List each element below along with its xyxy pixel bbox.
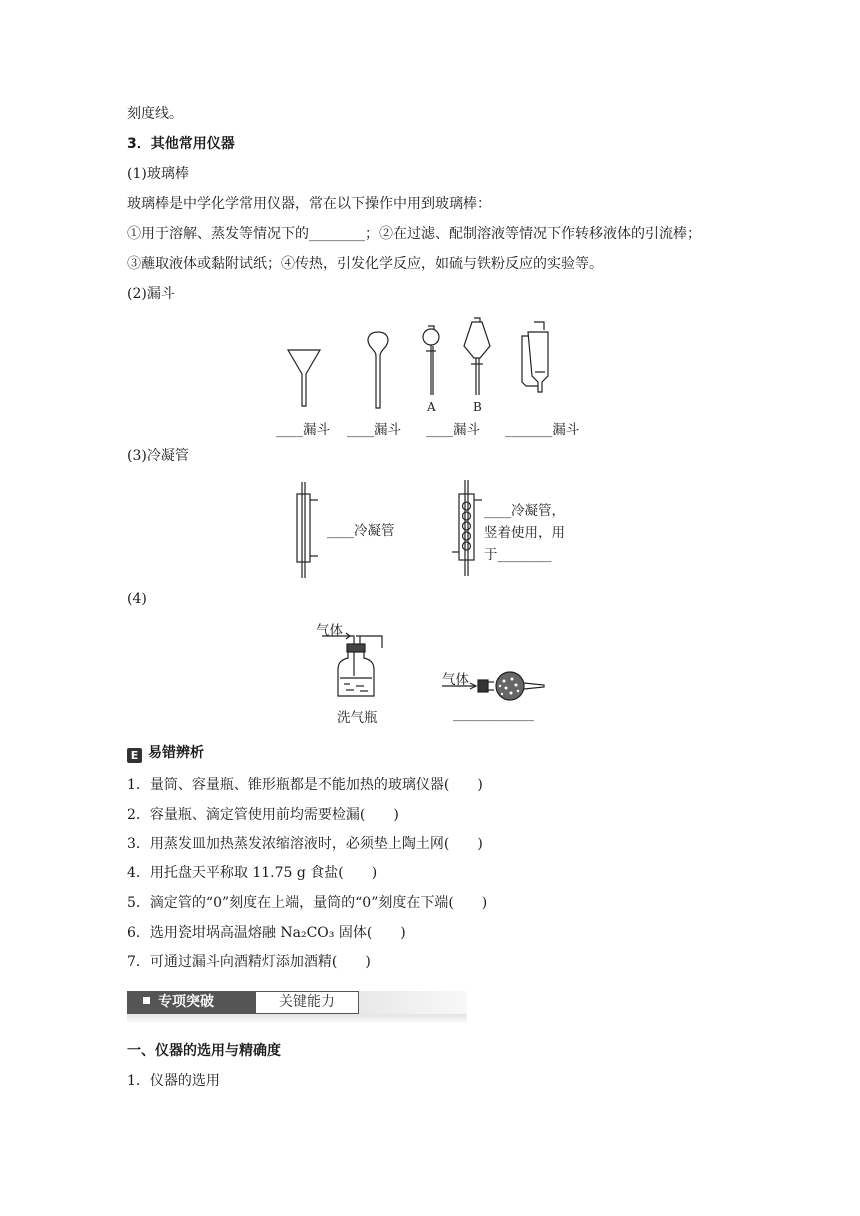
gas-label-2: 气体: [442, 672, 469, 688]
paragraph: 玻璃棒是中学化学常用仪器，常在以下操作中用到玻璃棒：: [127, 196, 491, 212]
label-b: B: [473, 400, 482, 414]
error-analysis-icon: E: [127, 748, 142, 763]
error-item: 4．用托盘天平称取 11.75 g 食盐( ): [127, 865, 378, 881]
error-item: 5．滴定管的“0”刻度在上端，量筒的“0”刻度在下端( ): [127, 895, 488, 911]
banner-key-ability: 关键能力: [255, 991, 359, 1014]
banner-special-topic: 专项突破: [127, 991, 255, 1014]
error-item: 7．可通过漏斗向酒精灯添加酒精( ): [127, 954, 371, 970]
funnel-caption-4: _______漏斗: [505, 422, 580, 438]
condenser-caption-2c: 于________: [484, 547, 552, 563]
banner-fade: [359, 991, 467, 1014]
funnel-caption-2: ____漏斗: [347, 422, 401, 438]
paragraph: ③蘸取液体或黏附试纸；④传热，引发化学反应，如硫与铁粉反应的实验等。: [127, 256, 603, 272]
condenser-caption-2a: ____冷凝管，: [484, 503, 565, 519]
paragraph: ①用于溶解、蒸发等情况下的________；②在过滤、配制溶液等情况下作转移液体的引流棒；: [127, 226, 701, 242]
error-heading: E 易错辨析: [127, 744, 204, 763]
gas-label-1: 气体: [316, 623, 343, 639]
funnel-caption-1: ____漏斗: [276, 422, 330, 438]
text-line: 刻度线。: [127, 106, 183, 122]
banner-shadow: [127, 1014, 467, 1024]
condenser-caption-1: ____冷凝管: [327, 523, 395, 539]
subheading-glass-rod: (1)玻璃棒: [127, 166, 189, 182]
error-item: 1．量筒、容量瓶、锥形瓶都是不能加热的玻璃仪器( ): [127, 777, 483, 793]
section-title: 一、仪器的选用与精确度: [127, 1043, 281, 1059]
funnel-caption-3: ____漏斗: [426, 422, 480, 438]
drying-tube-blank: ____________: [453, 706, 534, 722]
square-icon: [143, 997, 150, 1004]
condenser-caption-2b: 竖着使用，用: [484, 525, 565, 541]
subheading-4: (4): [127, 591, 147, 607]
section-heading: 3．其他常用仪器: [127, 136, 235, 152]
straight-condenser-figure: [290, 480, 330, 580]
funnels-figure: [270, 310, 600, 415]
error-item: 6．选用瓷坩埚高温熔融 Na₂CO₃ 固体( ): [127, 925, 406, 941]
error-item: 3．用蒸发皿加热蒸发浓缩溶液时，必须垫上陶土网( ): [127, 836, 483, 852]
subheading-condenser: (3)冷凝管: [127, 448, 189, 464]
subheading-funnel: (2)漏斗: [127, 286, 175, 302]
label-a: A: [427, 400, 436, 414]
error-item: 2．容量瓶、滴定管使用前均需要检漏( ): [127, 807, 399, 823]
bottle-caption: 洗气瓶: [337, 710, 378, 726]
gas-washing-bottle-figure: [320, 628, 390, 700]
subsection-title: 1．仪器的选用: [127, 1073, 220, 1089]
